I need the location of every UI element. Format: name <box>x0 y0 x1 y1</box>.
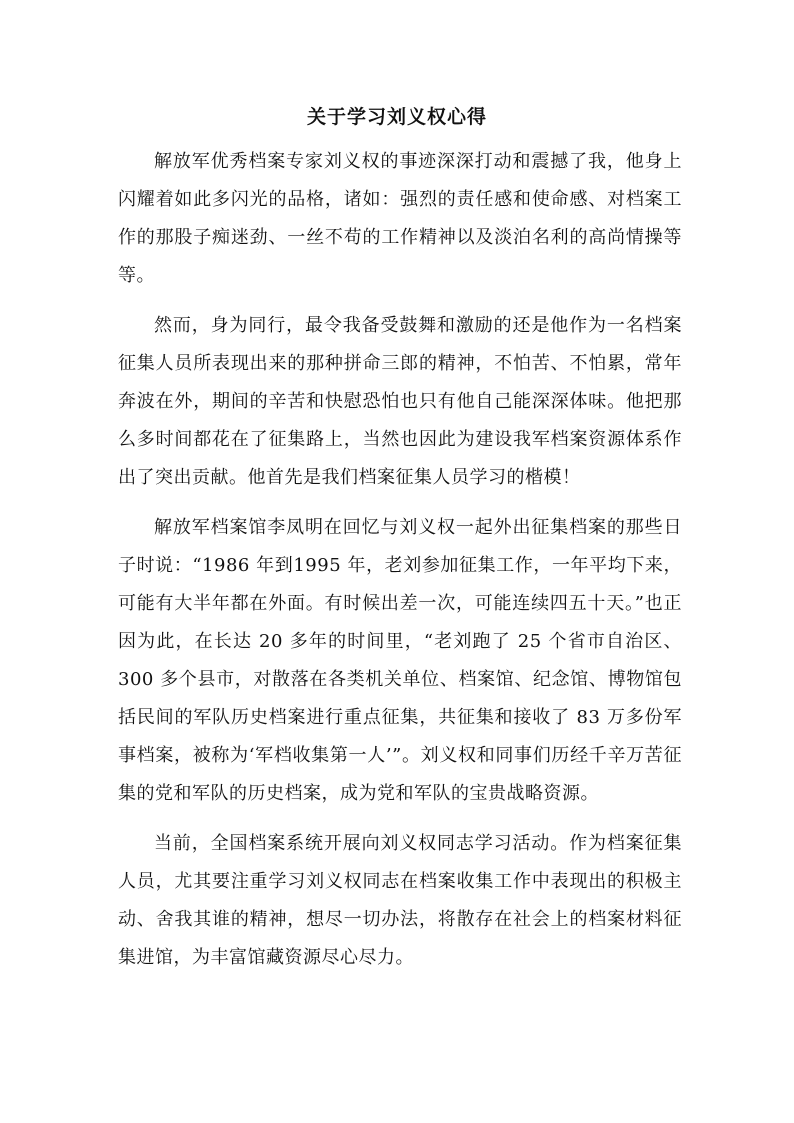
paragraph-2: 然而，身为同行，最令我备受鼓舞和激励的还是他作为一名档案征集人员所表现出来的那种拼命三郎的精神，不怕苦、不怕累，常年奔波在外，期间的辛苦和快慰恐怕也只有他自己能深深体味。他把那么多时间都花在了征集路上，当然也因此为建设我军档案资源体系作出了突出贡献。他首先是我们档案征集人员学习的楷模！ <box>118 315 682 488</box>
paragraph-4: 当前，全国档案系统开展向刘义权同志学习活动。作为档案征集人员，尤其要注重学习刘义权同志在档案收集工作中表现出的积极主动、舍我其谁的精神，想尽一切办法，将散存在社会上的档案材料征集进馆，为丰富馆藏资源尽心尽力。 <box>118 833 682 968</box>
paragraph-1: 解放军优秀档案专家刘义权的事迹深深打动和震撼了我，他身上闪耀着如此多闪光的品格，诸如：强烈的责任感和使命感、对档案工作的那股子痴迷劲、一丝不苟的工作精神以及淡泊名利的高尚情操等等。 <box>118 151 682 286</box>
document-title: 关于学习刘义权心得 <box>306 106 487 128</box>
document-body <box>118 143 682 989</box>
paragraph-3: 解放军档案馆李凤明在回忆与刘义权一起外出征集档案的那些日子时说：“1986 年到1995 年，老刘参加征集工作，一年平均下来，可能有大半年都在外面。有时候出差一次，可能连续四五十天。”也正因为此，在长达 20 多年的时间里，“老刘跑了 25 个省市自治区、300 多个县市，对散落在各类机关单位、档案馆、纪念馆、博物馆包括民间的军队历史档案进行重点征集，共征集和接收了 83 万多份军事档案，被称为‘军档收集第一人’”。刘义权和同事们历经千辛万苦征集的党和军队的历史档案，成为党和军队的宝贵战略资源。 <box>118 517 682 804</box>
